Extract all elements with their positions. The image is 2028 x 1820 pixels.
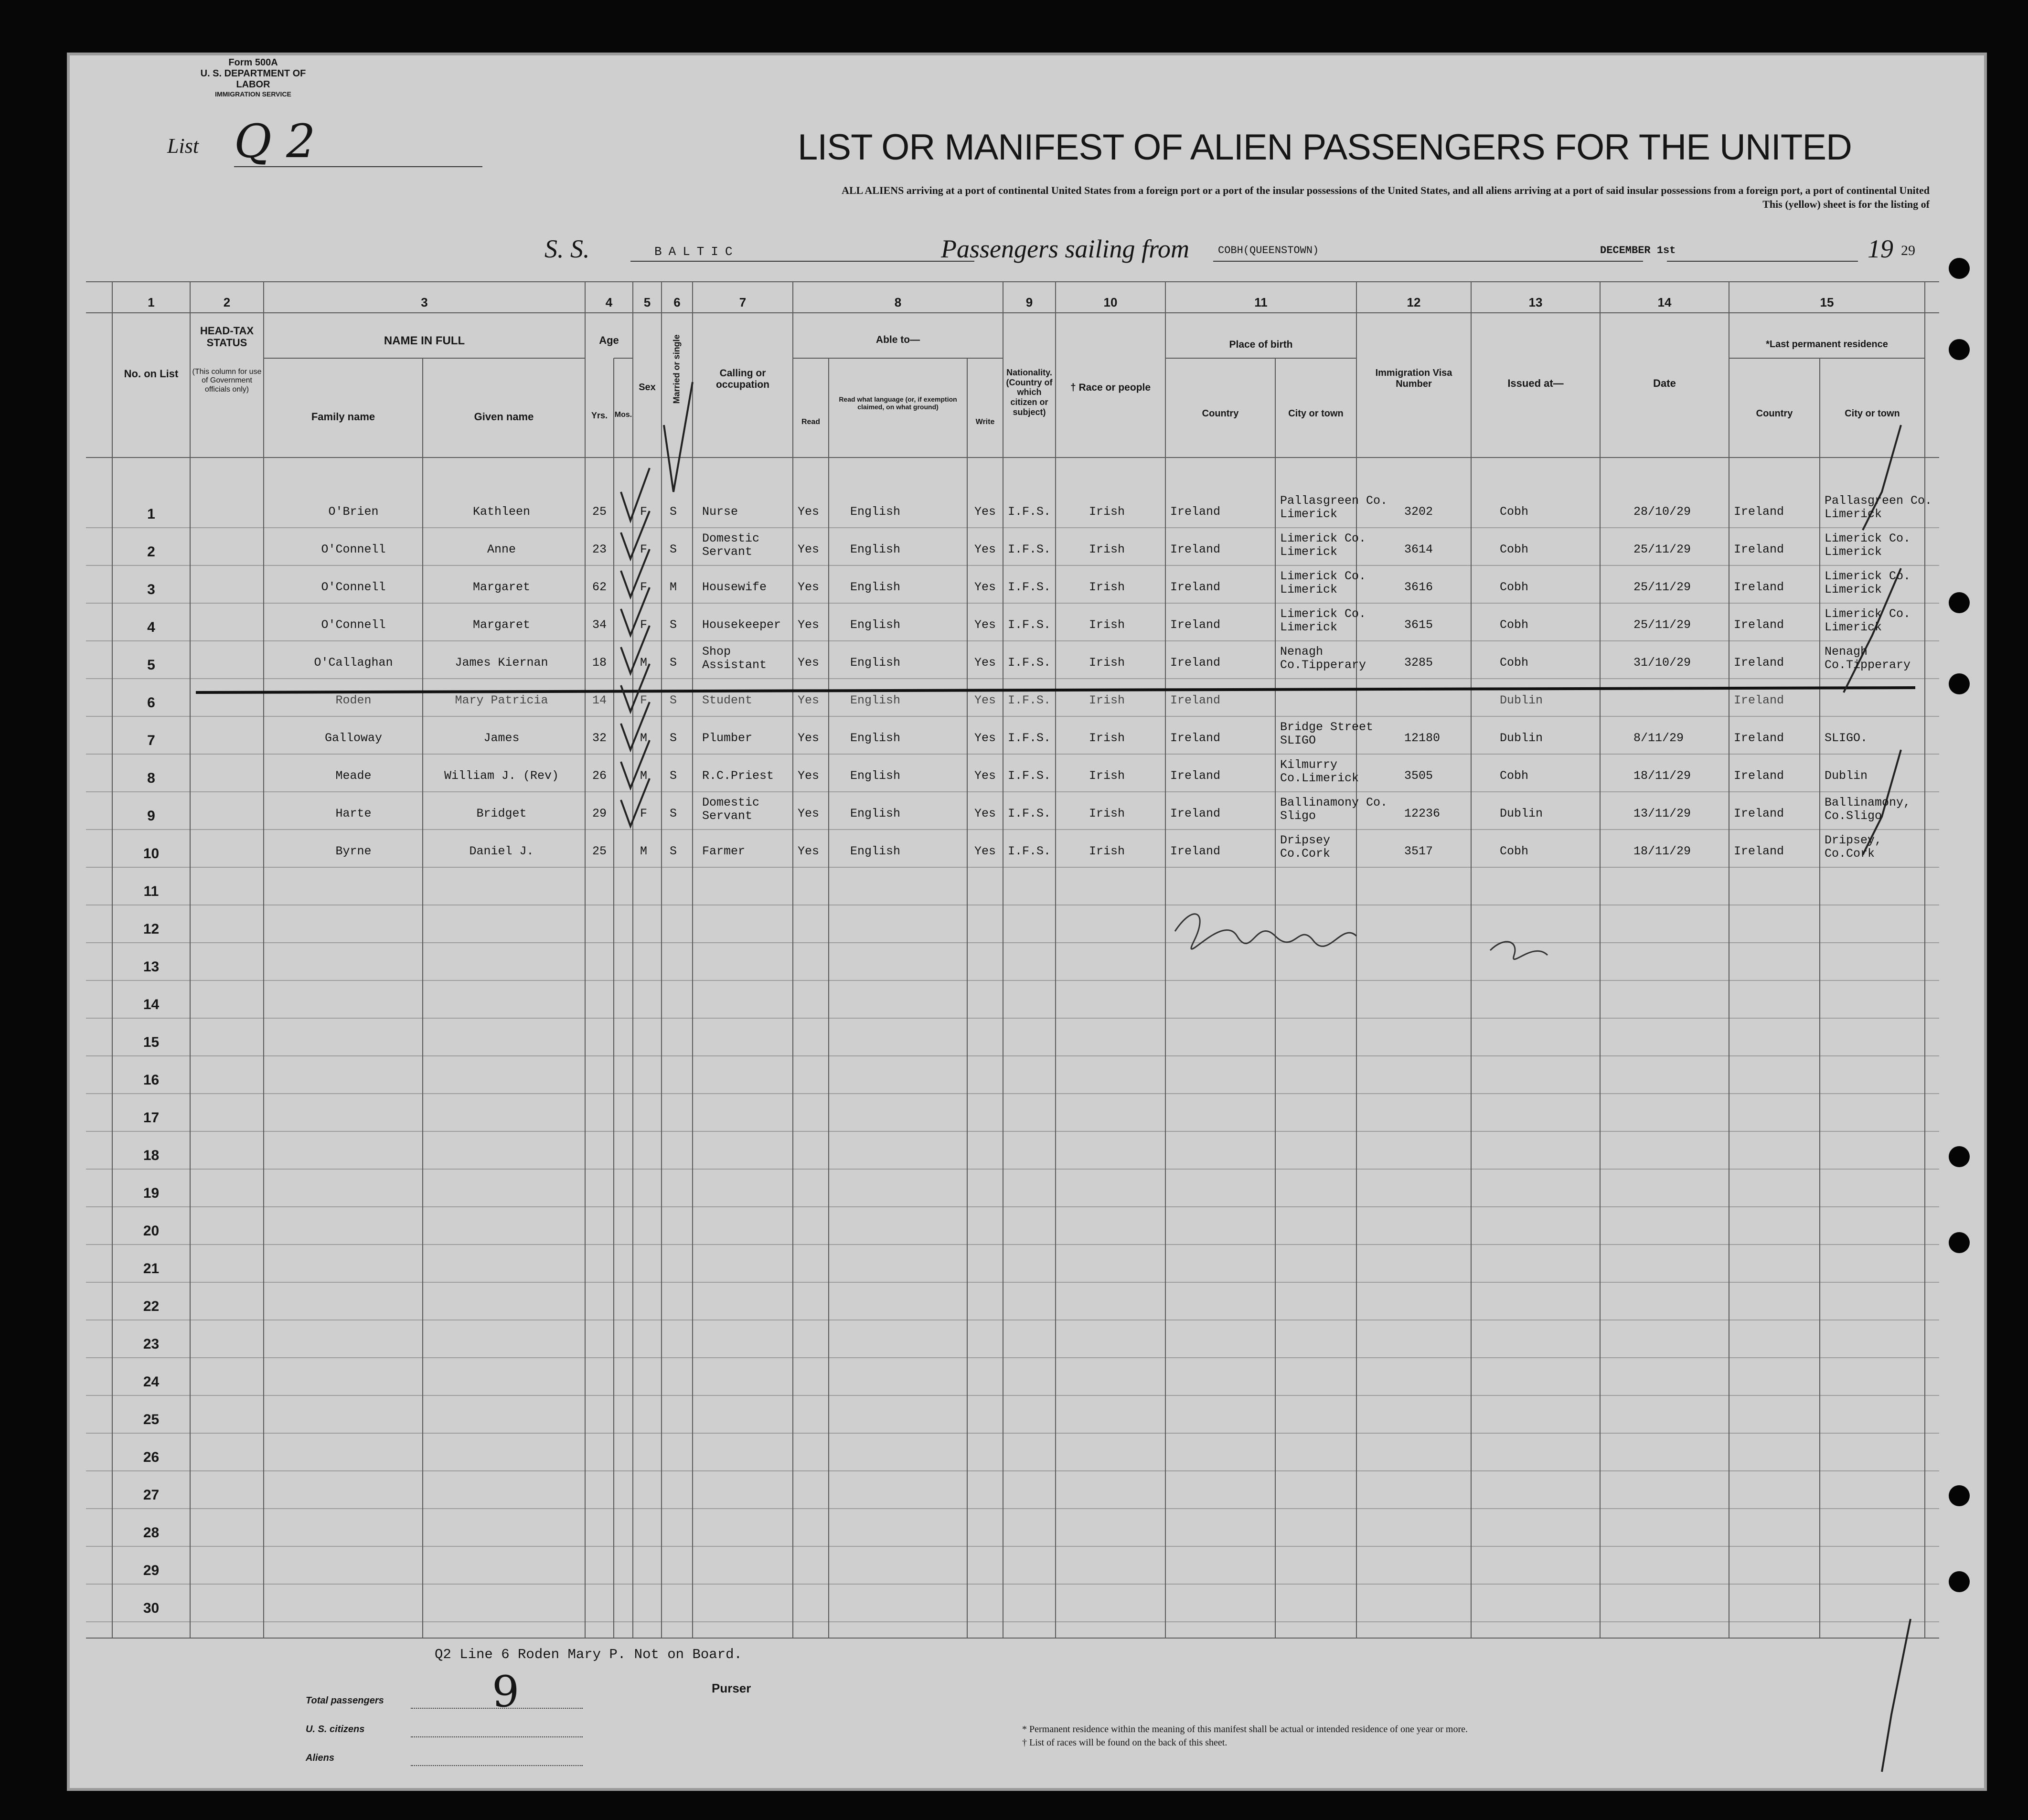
total-passengers-value: 9: [492, 1667, 520, 1717]
cell-res-country: Ireland: [1734, 656, 1784, 670]
cell-sex: M: [640, 769, 648, 783]
cell-read: Yes: [798, 543, 820, 556]
cell-write: Yes: [974, 580, 996, 594]
footer-note: Q2 Line 6 Roden Mary P. Not on Board.: [435, 1647, 742, 1662]
row-number: 21: [143, 1261, 160, 1277]
row-number: 26: [143, 1449, 160, 1465]
col-num-9: 9: [1025, 295, 1033, 309]
cell-given: James: [483, 731, 520, 745]
cell-sex: F: [640, 807, 648, 820]
hdr-birth-city: City or town: [1288, 408, 1344, 419]
cell-nationality: I.F.S.: [1008, 543, 1051, 556]
cell-res-city: Dublin: [1825, 769, 1868, 783]
cell-age: 34: [592, 618, 607, 632]
hdr-married: Married or single: [672, 334, 682, 404]
cell-sex: M: [640, 656, 648, 670]
binder-hole: [1949, 1485, 1970, 1506]
row-number: 3: [147, 582, 155, 597]
cell-write: Yes: [974, 543, 996, 556]
purser-label: Purser: [712, 1681, 751, 1695]
hdr-mos: Mos.: [614, 411, 632, 419]
footnote-2: † List of races will be found on the back of this sheet.: [1022, 1737, 1227, 1748]
hdr-calling: Calling or occupation: [715, 368, 769, 391]
cell-occupation: R.C.Priest: [702, 769, 774, 783]
cell-issued: Dublin: [1500, 807, 1543, 820]
cell-date: 8/11/29: [1633, 731, 1684, 745]
row-number: 28: [143, 1525, 160, 1541]
row-number: 9: [147, 808, 155, 824]
cell-sex: M: [640, 844, 648, 858]
row-number: 17: [143, 1110, 160, 1126]
row-number: 29: [143, 1563, 160, 1578]
cell-visa: 12180: [1404, 731, 1441, 745]
row-number: 2: [147, 544, 155, 560]
cell-read: Yes: [798, 693, 820, 707]
cell-date: 18/11/29: [1633, 844, 1691, 858]
subtitle-line2: This (yellow) sheet is for the listing of: [1762, 198, 1930, 210]
cell-issued: Cobh: [1500, 580, 1529, 594]
cell-date: 13/11/29: [1633, 807, 1691, 820]
hdr-date: Date: [1653, 377, 1676, 389]
cell-res-country: Ireland: [1734, 844, 1784, 858]
hdr-no-on-list: No. on List: [124, 368, 179, 380]
cell-race: Irish: [1089, 807, 1125, 820]
cell-occupation: Nurse: [702, 505, 738, 519]
row-number: 1: [147, 506, 155, 522]
cell-language: English: [850, 618, 901, 632]
cell-birth-country: Ireland: [1170, 543, 1221, 556]
handwritten-signature: [1175, 914, 1356, 949]
cell-birth-country: Ireland: [1170, 807, 1221, 820]
cell-birth-country: Ireland: [1170, 693, 1221, 707]
list-label: List: [167, 134, 199, 158]
cell-given: Mary Patricia: [455, 693, 548, 707]
cell-res-country: Ireland: [1734, 807, 1784, 820]
cell-read: Yes: [798, 844, 820, 858]
cell-birth-country: Ireland: [1170, 656, 1221, 670]
cell-race: Irish: [1089, 580, 1125, 594]
cell-date: 28/10/29: [1633, 505, 1691, 519]
cell-res-city: Nenagh Co.Tipperary: [1825, 645, 1911, 672]
cell-family: Harte: [335, 807, 372, 820]
binder-hole: [1949, 1146, 1970, 1167]
cell-birth-city: Limerick Co. Limerick: [1280, 607, 1366, 634]
cell-res-city: SLIGO.: [1825, 731, 1868, 745]
cell-nationality: I.F.S.: [1008, 580, 1051, 594]
cell-language: English: [850, 656, 901, 670]
cell-given: Anne: [487, 543, 516, 556]
cell-issued: Dublin: [1500, 731, 1543, 745]
cell-family: O'Brien: [328, 505, 379, 519]
cell-nationality: I.F.S.: [1008, 807, 1051, 820]
cell-sex: F: [640, 505, 648, 519]
row-number: 4: [147, 619, 155, 635]
cell-write: Yes: [974, 693, 996, 707]
cell-date: 25/11/29: [1633, 618, 1691, 632]
cell-given: James Kiernan: [455, 656, 548, 670]
cell-occupation: Plumber: [702, 731, 753, 745]
cell-given: Bridget: [476, 807, 527, 820]
cell-given: Margaret: [472, 618, 531, 632]
list-value: Q 2: [234, 115, 316, 168]
row-number: 15: [143, 1034, 160, 1050]
manifest-sheet: [67, 53, 1987, 1791]
cell-issued: Cobh: [1500, 656, 1529, 670]
cell-write: Yes: [974, 769, 996, 783]
cell-given: Kathleen: [472, 505, 531, 519]
col-num-2: 2: [223, 295, 231, 309]
cell-occupation: Shop Assistant: [702, 645, 767, 672]
cell-occupation: Housekeeper: [702, 618, 781, 632]
cell-race: Irish: [1089, 618, 1125, 632]
cell-res-country: Ireland: [1734, 618, 1784, 632]
cell-write: Yes: [974, 505, 996, 519]
row-number: 10: [143, 846, 160, 862]
cell-language: English: [850, 807, 901, 820]
cell-occupation: Student: [702, 693, 753, 707]
row-number: 18: [143, 1148, 160, 1163]
row-number: 27: [143, 1487, 160, 1503]
cell-res-city: Limerick Co. Limerick: [1825, 607, 1911, 634]
cell-given: William J. (Rev): [444, 769, 559, 783]
page-title: LIST OR MANIFEST OF ALIEN PASSENGERS FOR THE UNITED: [798, 127, 1852, 168]
col-num-15: 15: [1820, 295, 1834, 309]
hdr-read-language: Read what language (or, if exemption claimed, on what ground): [839, 395, 957, 411]
cell-birth-country: Ireland: [1170, 769, 1221, 783]
binder-hole: [1949, 339, 1970, 360]
us-citizens-label: U. S. citizens: [306, 1724, 365, 1735]
cell-res-city: Pallasgreen Co. Limerick: [1825, 494, 1932, 521]
binder-hole: [1949, 258, 1970, 279]
cell-visa: 3505: [1404, 769, 1433, 783]
cell-write: Yes: [974, 844, 996, 858]
cell-age: 62: [592, 580, 607, 594]
cell-issued: Cobh: [1500, 618, 1529, 632]
cell-nationality: I.F.S.: [1008, 769, 1051, 783]
cell-age: 29: [592, 807, 607, 820]
cell-visa: 3614: [1404, 543, 1433, 556]
row-number: 8: [147, 770, 155, 786]
hdr-name-in-full: NAME IN FULL: [384, 334, 465, 347]
cell-age: 25: [592, 844, 607, 858]
row-number: 5: [147, 657, 155, 673]
cell-marital: S: [670, 769, 677, 783]
cell-age: 25: [592, 505, 607, 519]
binder-hole: [1949, 1571, 1970, 1592]
cell-birth-city: Dripsey Co.Cork: [1280, 833, 1331, 861]
cell-birth-city: Pallasgreen Co. Limerick: [1280, 494, 1388, 521]
cell-marital: M: [670, 580, 677, 594]
list-underline: [234, 166, 482, 167]
cell-date: 18/11/29: [1633, 769, 1691, 783]
cell-sex: F: [640, 543, 648, 556]
row-number: 23: [143, 1336, 160, 1352]
cell-birth-country: Ireland: [1170, 844, 1221, 858]
hdr-place-of-birth: Place of birth: [1229, 339, 1293, 350]
col-num-7: 7: [739, 295, 747, 309]
cell-language: English: [850, 769, 901, 783]
sailing-date: DECEMBER 1st: [1600, 245, 1676, 256]
hdr-head-tax-note: (This column for use of Government officials only): [192, 368, 262, 394]
row-number: 24: [143, 1374, 160, 1390]
cell-marital: S: [670, 618, 677, 632]
cell-family: O'Callaghan: [314, 656, 393, 670]
col-num-14: 14: [1657, 295, 1672, 309]
form-header: [191, 57, 315, 98]
cell-res-city: Dripsey, Co.Cork: [1825, 833, 1882, 861]
cell-res-city: Ballinamony, Co.Sligo: [1825, 796, 1911, 823]
cell-read: Yes: [798, 731, 820, 745]
hdr-last-residence: *Last permanent residence: [1766, 339, 1888, 350]
row-number: 25: [143, 1412, 160, 1427]
cell-write: Yes: [974, 807, 996, 820]
cell-family: Roden: [335, 693, 372, 707]
ss-label: S. S.: [544, 234, 590, 263]
cell-age: 26: [592, 769, 607, 783]
cell-birth-country: Ireland: [1170, 731, 1221, 745]
hdr-birth-country: Country: [1202, 408, 1239, 419]
cell-occupation: Farmer: [702, 844, 746, 858]
cell-birth-city: Nenagh Co.Tipperary: [1280, 645, 1366, 672]
hdr-res-city: City or town: [1845, 408, 1900, 419]
cell-issued: Cobh: [1500, 543, 1529, 556]
cell-res-country: Ireland: [1734, 543, 1784, 556]
cell-given: Daniel J.: [469, 844, 534, 858]
cell-sex: F: [640, 580, 648, 594]
cell-read: Yes: [798, 580, 820, 594]
cell-read: Yes: [798, 618, 820, 632]
cell-occupation: Domestic Servant: [702, 796, 760, 823]
total-passengers-label: Total passengers: [306, 1695, 384, 1706]
row-number: 22: [143, 1298, 160, 1314]
cell-nationality: I.F.S.: [1008, 693, 1051, 707]
cell-res-city: Limerick Co. Limerick: [1825, 569, 1911, 596]
cell-language: English: [850, 693, 901, 707]
cell-res-country: Ireland: [1734, 731, 1784, 745]
cell-birth-city: Limerick Co. Limerick: [1280, 569, 1366, 596]
cell-sex: F: [640, 618, 648, 632]
row-number: 14: [143, 997, 160, 1012]
cell-marital: S: [670, 731, 677, 745]
cell-res-country: Ireland: [1734, 693, 1784, 707]
row-number: 30: [143, 1600, 160, 1616]
cell-visa: 3202: [1404, 505, 1433, 519]
hdr-head-tax: HEAD-TAX STATUS: [200, 325, 254, 349]
cell-write: Yes: [974, 656, 996, 670]
cell-marital: S: [670, 844, 677, 858]
sailing-port: COBH(QUEENSTOWN): [1218, 245, 1319, 256]
hdr-yrs: Yrs.: [591, 411, 608, 420]
hdr-write: Write: [975, 418, 995, 426]
cell-race: Irish: [1089, 543, 1125, 556]
col-num-10: 10: [1103, 295, 1118, 309]
cell-age: 14: [592, 693, 607, 707]
cell-issued: Dublin: [1500, 693, 1543, 707]
cell-nationality: I.F.S.: [1008, 505, 1051, 519]
hdr-family-name: Family name: [311, 411, 375, 423]
cell-date: 25/11/29: [1633, 580, 1691, 594]
subtitle: [444, 184, 1930, 211]
cell-nationality: I.F.S.: [1008, 731, 1051, 745]
cell-marital: S: [670, 505, 677, 519]
cell-race: Irish: [1089, 731, 1125, 745]
col-num-6: 6: [673, 295, 681, 309]
ship-name: BALTIC: [654, 245, 739, 259]
cell-nationality: I.F.S.: [1008, 618, 1051, 632]
cell-visa: 3616: [1404, 580, 1433, 594]
cell-age: 32: [592, 731, 607, 745]
binder-hole: [1949, 673, 1970, 694]
hdr-read: Read: [801, 418, 821, 426]
cell-issued: Cobh: [1500, 769, 1529, 783]
row-number: 11: [143, 883, 159, 899]
cell-language: English: [850, 731, 901, 745]
row-number: 12: [143, 921, 160, 937]
cell-issued: Cobh: [1500, 505, 1529, 519]
row-number: 16: [143, 1072, 160, 1088]
cell-marital: S: [670, 693, 677, 707]
hdr-res-country: Country: [1756, 408, 1793, 419]
cell-birth-city: Kilmurry Co.Limerick: [1280, 758, 1359, 785]
cell-res-country: Ireland: [1734, 580, 1784, 594]
cell-visa: 12236: [1404, 807, 1441, 820]
hdr-issued-at: Issued at—: [1507, 377, 1564, 389]
col-num-4: 4: [605, 295, 613, 309]
col-num-12: 12: [1407, 295, 1421, 309]
col-num-11: 11: [1254, 295, 1268, 309]
cell-sex: M: [640, 731, 648, 745]
year-prefix: 19: [1868, 234, 1893, 263]
col-num-1: 1: [148, 295, 155, 309]
cell-given: Margaret: [472, 580, 531, 594]
year-suffix: 29: [1901, 243, 1915, 258]
cell-language: English: [850, 580, 901, 594]
cell-marital: S: [670, 543, 677, 556]
cell-read: Yes: [798, 769, 820, 783]
cell-family: Meade: [335, 769, 372, 783]
subtitle-line1: ALL ALIENS arriving at a port of continental United States from a foreign port or a port of the insular possessions of the United States, and all aliens arriving at a port of said insular possessions from a foreign port, a port of continental United: [842, 184, 1930, 196]
cell-res-country: Ireland: [1734, 505, 1784, 519]
cell-race: Irish: [1089, 505, 1125, 519]
cell-issued: Cobh: [1500, 844, 1529, 858]
cell-family: O'Connell: [321, 580, 386, 594]
aliens-label: Aliens: [306, 1753, 335, 1763]
hdr-age: Age: [599, 334, 619, 346]
cell-read: Yes: [798, 505, 820, 519]
cell-visa: 3615: [1404, 618, 1433, 632]
department: U. S. DEPARTMENT OF LABOR: [200, 68, 306, 90]
hdr-given-name: Given name: [474, 411, 534, 423]
hdr-nationality: Nationality. (Country of which citizen or subject): [1006, 368, 1053, 417]
cell-language: English: [850, 844, 901, 858]
cell-date: 25/11/29: [1633, 543, 1691, 556]
cell-birth-city: Bridge Street SLIGO: [1280, 720, 1374, 747]
cell-occupation: Domestic Servant: [702, 532, 760, 559]
cell-birth-country: Ireland: [1170, 505, 1221, 519]
service: IMMIGRATION SERVICE: [215, 90, 291, 98]
cell-birth-city: Limerick Co. Limerick: [1280, 532, 1366, 559]
binder-hole: [1949, 1232, 1970, 1253]
hdr-visa: Immigration Visa Number: [1375, 368, 1452, 389]
cell-read: Yes: [798, 807, 820, 820]
cell-family: Galloway: [324, 731, 383, 745]
sailing-label: Passengers sailing from: [941, 234, 1190, 263]
cell-res-country: Ireland: [1734, 769, 1784, 783]
cell-write: Yes: [974, 618, 996, 632]
cell-date: 31/10/29: [1633, 656, 1691, 670]
col-num-13: 13: [1528, 295, 1543, 309]
table-grid: [67, 53, 1987, 1791]
form-number: Form 500A: [228, 57, 278, 68]
cell-res-city: Limerick Co. Limerick: [1825, 532, 1911, 559]
cell-family: Byrne: [335, 844, 372, 858]
cell-age: 18: [592, 656, 607, 670]
cell-race: Irish: [1089, 693, 1125, 707]
cell-language: English: [850, 505, 901, 519]
cell-visa: 3517: [1404, 844, 1433, 858]
cell-birth-city: Ballinamony Co. Sligo: [1280, 796, 1388, 823]
footnote-1: * Permanent residence within the meaning of this manifest shall be actual or intended residence of one year or more.: [1022, 1724, 1468, 1735]
row-number: 7: [147, 733, 155, 748]
cell-family: O'Connell: [321, 618, 386, 632]
cell-read: Yes: [798, 656, 820, 670]
cell-nationality: I.F.S.: [1008, 844, 1051, 858]
cell-occupation: Housewife: [702, 580, 767, 594]
cell-marital: S: [670, 807, 677, 820]
row-number: 19: [143, 1185, 160, 1201]
cell-nationality: I.F.S.: [1008, 656, 1051, 670]
col-num-3: 3: [421, 295, 428, 309]
row-number: 20: [143, 1223, 160, 1239]
cell-race: Irish: [1089, 656, 1125, 670]
cell-race: Irish: [1089, 769, 1125, 783]
cell-language: English: [850, 543, 901, 556]
cell-visa: 3285: [1404, 656, 1433, 670]
hdr-race: † Race or people: [1070, 382, 1151, 393]
col-num-8: 8: [894, 295, 902, 309]
cell-sex: F: [640, 693, 648, 707]
cell-age: 23: [592, 543, 607, 556]
cell-family: O'Connell: [321, 543, 386, 556]
cell-write: Yes: [974, 731, 996, 745]
hdr-sex: Sex: [639, 382, 656, 393]
cell-birth-country: Ireland: [1170, 618, 1221, 632]
row-number: 13: [143, 959, 160, 975]
row-number: 6: [147, 695, 155, 711]
cell-birth-country: Ireland: [1170, 580, 1221, 594]
col-num-5: 5: [643, 295, 651, 309]
cell-race: Irish: [1089, 844, 1125, 858]
binder-hole: [1949, 592, 1970, 613]
hdr-able-to: Able to—: [875, 334, 920, 345]
cell-marital: S: [670, 656, 677, 670]
